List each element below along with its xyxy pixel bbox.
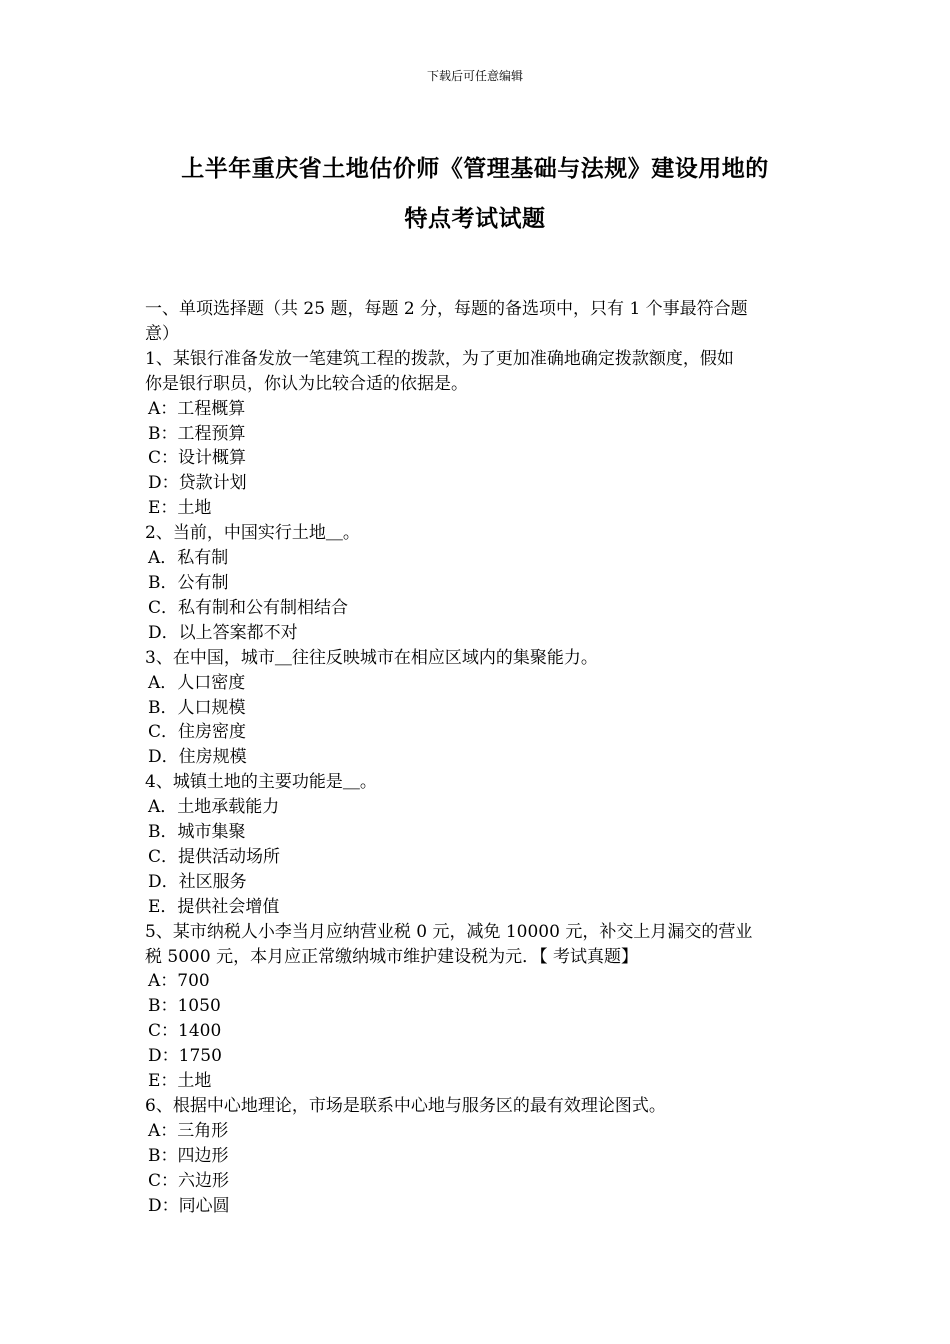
question-stem: 6、根据中心地理论，市场是联系中心地与服务区的最有效理论图式。 xyxy=(145,1096,666,1116)
document-body xyxy=(145,297,815,1219)
answer-option: D：1750 xyxy=(148,1046,222,1067)
answer-option: A：700 xyxy=(148,971,210,992)
answer-option: D．社区服务 xyxy=(148,871,247,892)
answer-option: B．人口规模 xyxy=(148,697,246,718)
answer-option: D：贷款计划 xyxy=(148,473,247,494)
answer-option: B．城市集聚 xyxy=(148,822,246,843)
answer-option: D：同心圆 xyxy=(148,1195,230,1216)
answer-option: C．私有制和公有制相结合 xyxy=(148,597,349,618)
answer-option: D．以上答案都不对 xyxy=(148,622,298,643)
answer-option: B：工程预算 xyxy=(148,423,246,444)
answer-option: B．公有制 xyxy=(148,572,229,593)
answer-option: D．住房规模 xyxy=(148,747,247,768)
answer-option: A：工程概算 xyxy=(148,398,246,419)
question-stem: 税 5000 元，本月应正常缴纳城市维护建设税为元．【 考试真题】 xyxy=(145,946,638,967)
answer-option: C：设计概算 xyxy=(148,448,247,469)
question-stem: 1、某银行准备发放一笔建筑工程的拨款，为了更加准确地确定拨款额度，假如 xyxy=(145,348,734,369)
answer-option: A：三角形 xyxy=(148,1120,229,1141)
answer-option: C．住房密度 xyxy=(148,722,247,743)
answer-option: C：六边形 xyxy=(148,1170,230,1191)
question-stem: 2、当前，中国实行土地＿。 xyxy=(145,523,360,544)
header-note: 下载后可任意编辑 xyxy=(426,69,523,83)
answer-option: E：土地 xyxy=(148,1071,212,1092)
answer-option: E：土地 xyxy=(148,498,212,519)
answer-option: B：四边形 xyxy=(148,1145,229,1166)
document-title-line-1: 上半年重庆省土地估价师《管理基础与法规》建设用地的 xyxy=(181,155,769,182)
question-stem: 5、某市纳税人小李当月应纳营业税 0 元，减免 10000 元，补交上月漏交的营业 xyxy=(145,921,753,942)
document-title-line-2: 特点考试试题 xyxy=(404,205,546,232)
section-heading-line-1: 一、单项选择题（共 25 题，每题 2 分，每题的备选项中，只有 1 个事最符合题 xyxy=(145,299,748,319)
question-stem: 4、城镇土地的主要功能是＿。 xyxy=(145,772,377,793)
question-stem: 3、在中国，城市＿往往反映城市在相应区域内的集聚能力。 xyxy=(145,647,598,668)
answer-option: A．人口密度 xyxy=(148,672,246,693)
answer-option: C：1400 xyxy=(148,1021,222,1042)
answer-option: B：1050 xyxy=(148,996,221,1017)
answer-option: A．土地承载能力 xyxy=(148,797,280,818)
section-heading-line-2: 意） xyxy=(145,323,179,344)
question-stem: 你是银行职员，你认为比较合适的依据是。 xyxy=(145,373,468,394)
answer-option: A．私有制 xyxy=(148,548,229,569)
answer-option: C．提供活动场所 xyxy=(148,846,281,867)
answer-option: E．提供社会增值 xyxy=(148,896,280,917)
